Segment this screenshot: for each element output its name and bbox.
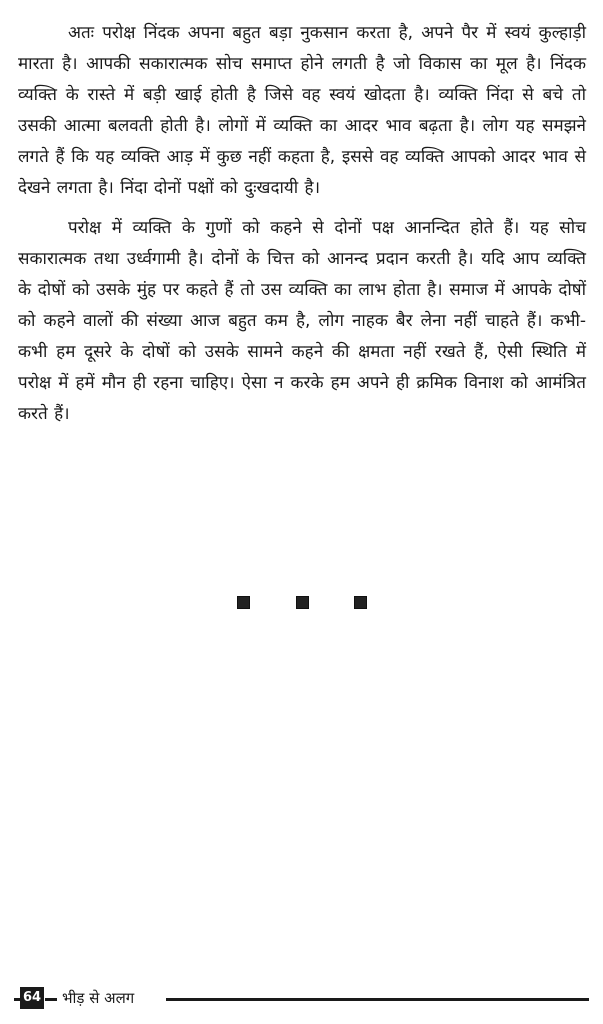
page-number: 64 xyxy=(20,987,44,1009)
body-text xyxy=(18,18,586,430)
section-end-ornament xyxy=(0,596,603,612)
footer-rule xyxy=(166,998,589,1001)
ornament-square-icon xyxy=(296,596,309,609)
ornament-square-icon xyxy=(237,596,250,609)
paragraph-2: परोक्ष में व्यक्ति के गुणों को कहने से दोनों पक्ष आनन्दित होते हैं। यह सोच सकारात्मक तथा उर्ध्वगामी है। दोनों के चित्त को आनन्द प्रदान करती है। यदि आप व्यक्ति के दोषों को उसके मुंह पर कहते हैं तो उस व्यक्ति का लाभ होता है। समाज में आपके दोषों को कहने वालों की संख्या आज बहुत कम है, लोग नाहक बैर लेना नहीं चाहते हैं। कभी-कभी हम दूसरे के दोषों को उसके सामने कहने की क्षमता नहीं रखते हैं, ऐसी स्थिति में परोक्ष में हमें मौन ही रहना चाहिए। ऐसा न करके हम अपने ही क्रमिक विनाश को आमंत्रित करते हैं। xyxy=(18,218,586,424)
running-book-title: भीड़ से अलग xyxy=(62,989,135,1007)
paragraph-1: अतः परोक्ष निंदक अपना बहुत बड़ा नुकसान करता है, अपने पैर में स्वयं कुल्हाड़ी मारता है। आपकी सकारात्मक सोच समाप्त होने लगती है जो विकास का मूल है। निंदक व्यक्ति के रास्ते में बड़ी खाई होती है जिसे वह स्वयं खोदता है। व्यक्ति निंदा से बचे तो उसकी आत्मा बलवती होती है। लोगों में व्यक्ति का आदर भाव बढ़ता है। लोग यह समझने लगते हैं कि यह व्यक्ति आड़ में कुछ नहीं कहता है, इससे वह व्यक्ति आपको आदर भाव से देखने लगता है। निंदा दोनों पक्षों को दुःखदायी है। xyxy=(18,23,586,198)
footer-dash xyxy=(45,998,57,1001)
page-footer xyxy=(14,987,589,1011)
ornament-square-icon xyxy=(354,596,367,609)
